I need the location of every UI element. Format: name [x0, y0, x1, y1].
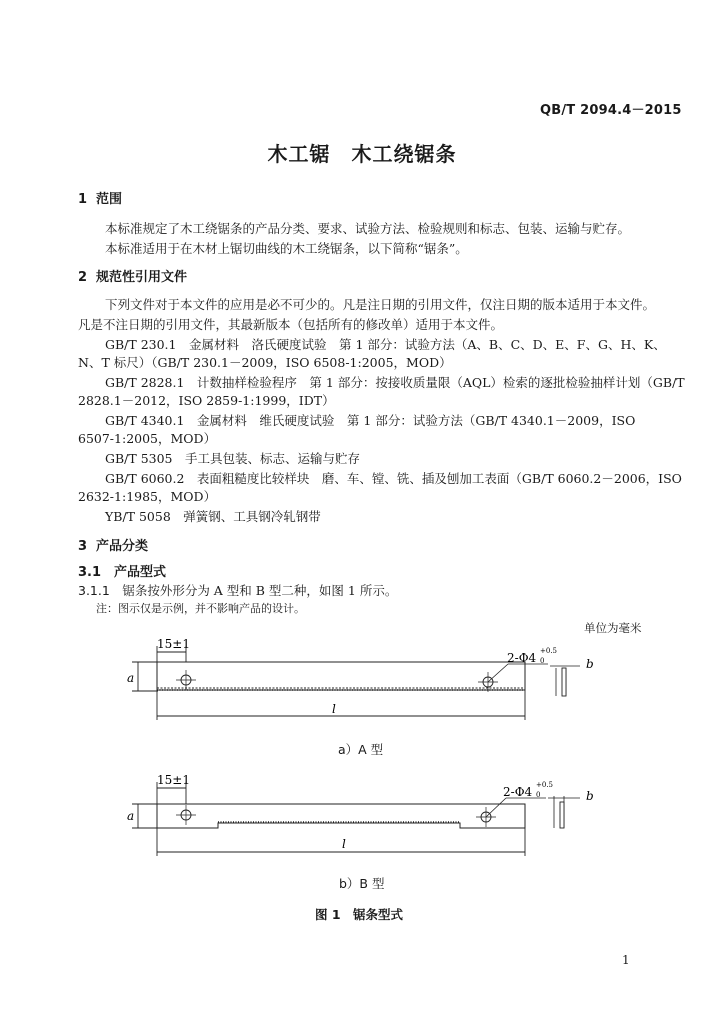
blade-body: [157, 662, 525, 690]
reference-line: N、T 标尺）（GB/T 230.1－2009，ISO 6508-1:2005，MOD）: [78, 355, 452, 370]
dim-b-label: b: [586, 657, 594, 671]
blade-side-view: [562, 668, 566, 696]
reference-line: YB/T 5058 弹簧钢、工具钢冷轧钢带: [105, 509, 321, 524]
reference-line: GB/T 2828.1 计数抽样检验程序 第 1 部分：按接收质量限（AQL）检索的逐批检验抽样计划（GB/T: [105, 375, 685, 390]
reference-line: GB/T 6060.2 表面粗糙度比较样块 磨、车、镗、铣、插及刨加工表面（GB/T 6060.2－2006，ISO: [105, 471, 682, 486]
dim-a-label: a: [127, 809, 135, 823]
clause-3-1-1: [78, 581, 397, 599]
paragraph: 下列文件对于本文件的应用是必不可少的。凡是注日期的引用文件，仅注日期的版本适用于本文件。: [105, 297, 656, 312]
subsection-3-1-heading: [78, 561, 166, 580]
blade-side-view: [560, 802, 564, 828]
saw-blade-type-a-drawing: [110, 636, 610, 736]
note: 注：图示仅是示例，并不影响产品的设计。: [96, 602, 305, 615]
standard-number: QB/T 2094.4－2015: [540, 103, 682, 118]
paragraph: 本标准规定了木工绕锯条的产品分类、要求、试验方法、检验规则和标志、包装、运输与贮存。: [105, 221, 631, 236]
section-number: 2: [78, 270, 88, 285]
reference-line: GB/T 5305 手工具包装、标志、运输与贮存: [105, 451, 361, 466]
document-title: 木工锯 木工绕锯条: [267, 142, 457, 166]
hole-callout: 2-Φ4: [503, 785, 533, 799]
caption-type-b: b）B 型: [339, 876, 385, 891]
clause-text: 锯条按外形分为 A 型和 B 型二种，如图 1 所示。: [122, 583, 398, 598]
reference-line: GB/T 4340.1 金属材料 维氏硬度试验 第 1 部分：试验方法（GB/T 4340.1－2009，ISO: [105, 413, 636, 428]
dim-b-label: b: [586, 789, 594, 803]
section-3-heading: [78, 535, 148, 554]
section-1-heading: [78, 188, 122, 207]
hole-tolerance-lower: 0: [540, 657, 545, 665]
dim-15-label: 15±1: [157, 773, 190, 787]
reference-line: 2632-1:1985，MOD）: [78, 489, 217, 504]
clause-number: 3.1.1: [78, 583, 110, 598]
dim-l-label: l: [342, 837, 346, 851]
section-number: 3: [78, 539, 88, 554]
page-number: 1: [622, 953, 630, 967]
reference-line: 2828.1－2012，ISO 2859-1:1999，IDT）: [78, 393, 335, 408]
subsection-number: 3.1: [78, 565, 102, 580]
dim-l-label: l: [332, 702, 336, 716]
section-2-heading: [78, 266, 187, 285]
blade-body: [157, 804, 525, 828]
saw-blade-type-b-drawing: [110, 768, 610, 868]
reference-line: 6507-1:2005，MOD）: [78, 431, 217, 446]
section-title: 产品分类: [96, 539, 149, 554]
hole-tolerance-upper: +0.5: [540, 647, 557, 655]
section-title: 范围: [96, 192, 123, 207]
hole-tolerance-lower: 0: [536, 791, 541, 799]
reference-line: GB/T 230.1 金属材料 洛氏硬度试验 第 1 部分：试验方法（A、B、C、D、E、F、G、H、K、: [105, 337, 666, 352]
hole-tolerance-upper: +0.5: [536, 781, 553, 789]
section-number: 1: [78, 192, 88, 207]
paragraph: 本标准适用于在木材上锯切曲线的木工绕锯条，以下简称“锯条”。: [105, 241, 468, 256]
unit-label: 单位为毫米: [584, 621, 642, 635]
subsection-title: 产品型式: [114, 565, 167, 580]
caption-type-a: a）A 型: [338, 742, 384, 757]
dim-15-label: 15±1: [157, 637, 190, 651]
paragraph: 凡是不注日期的引用文件，其最新版本（包括所有的修改单）适用于本文件。: [78, 317, 504, 332]
section-title: 规范性引用文件: [96, 270, 188, 285]
dim-a-label: a: [127, 671, 135, 685]
figure-title: 图 1 锯条型式: [315, 907, 404, 922]
hole-callout: 2-Φ4: [507, 651, 537, 665]
